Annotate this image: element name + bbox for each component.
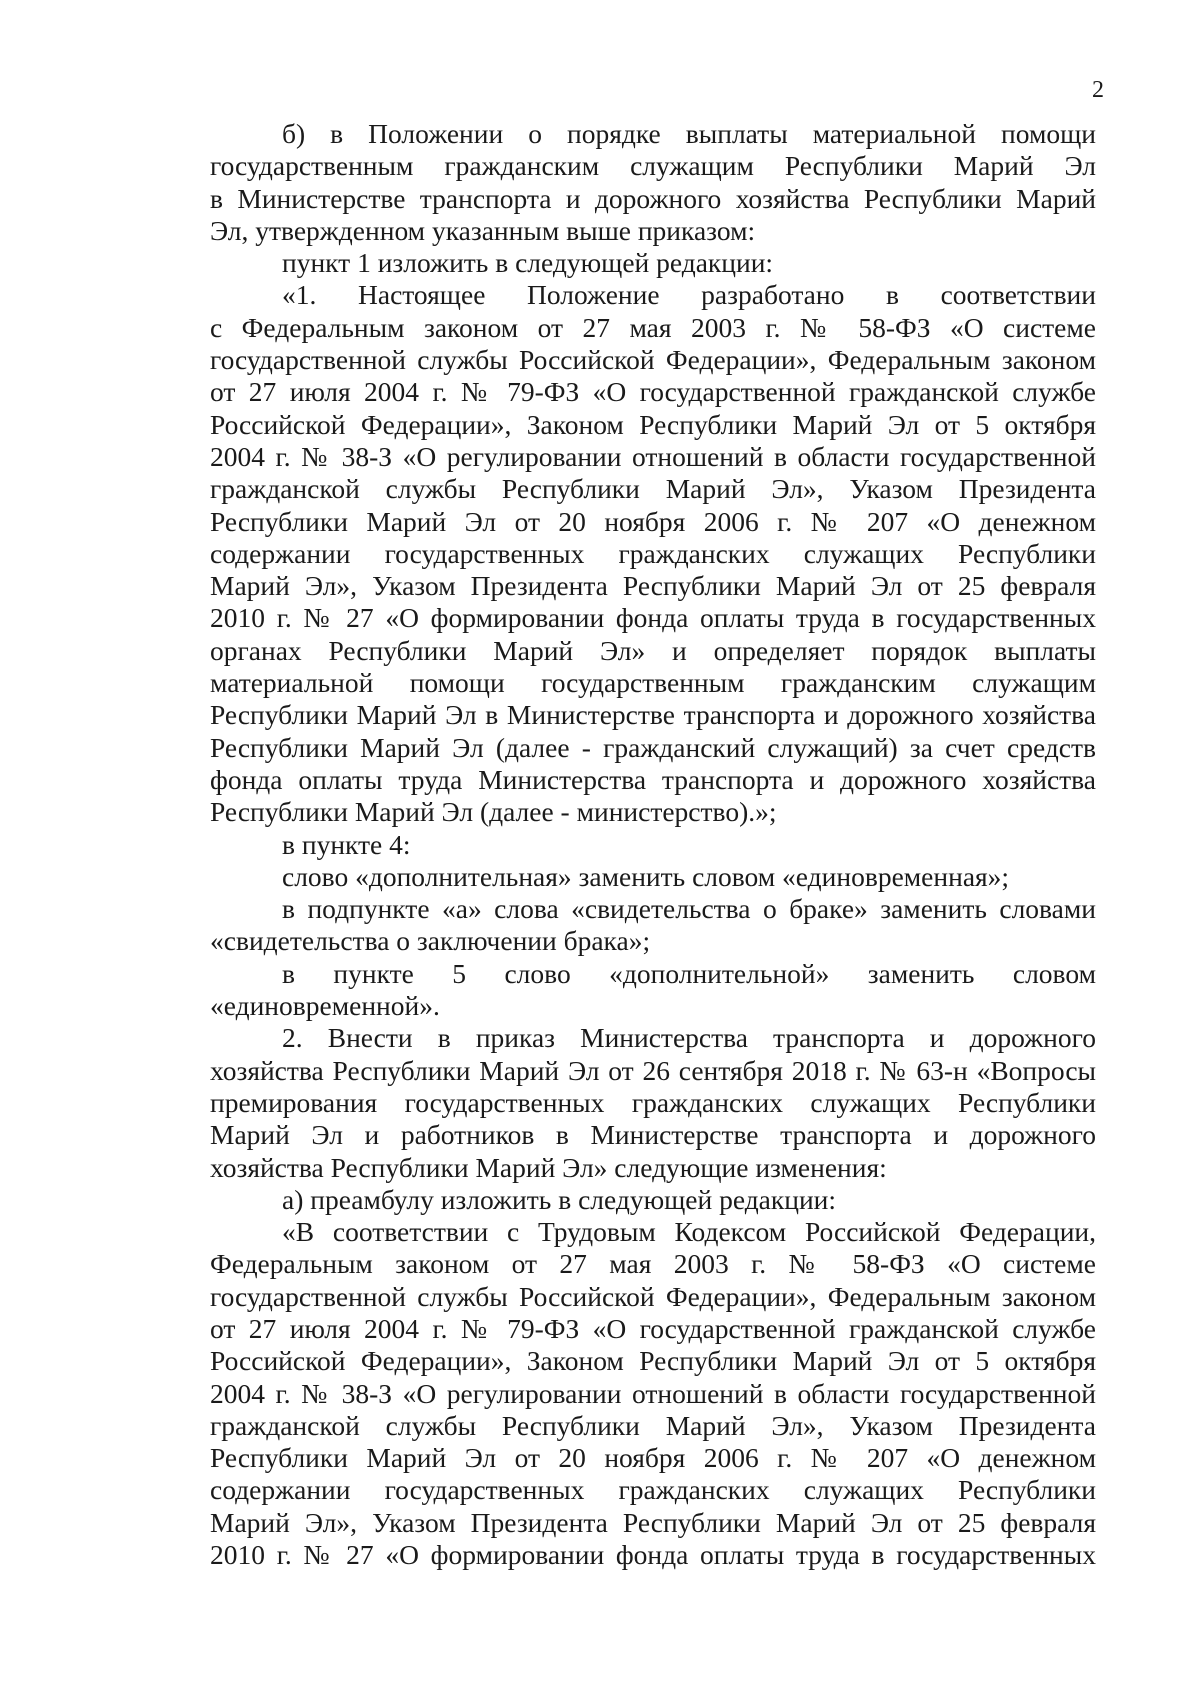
text-line: Марий Эл и работников в Министерстве транспорта и дорожного bbox=[210, 1119, 1096, 1151]
text-line: Марий Эл», Указом Президента Республики Марий Эл от 25 февраля bbox=[210, 570, 1096, 602]
text-line: хозяйства Республики Марий Эл» следующие изменения: bbox=[210, 1151, 887, 1183]
text-line: Российской Федерации», Законом Республики Марий Эл от 5 октября bbox=[210, 408, 1096, 440]
text-line: в Министерстве транспорта и дорожного хозяйства Республики Марий bbox=[210, 182, 1096, 214]
text-line: «единовременной». bbox=[210, 990, 440, 1022]
text-line: 2. Внести в приказ Министерства транспорта и дорожного bbox=[282, 1022, 1096, 1054]
text-line: пункт 1 изложить в следующей редакции: bbox=[282, 247, 774, 279]
text-line: б) в Положении о порядке выплаты материальной помощи bbox=[282, 118, 1096, 149]
text-line: а) преамбулу изложить в следующей редакции: bbox=[282, 1183, 837, 1215]
page-number: 2 bbox=[1092, 77, 1104, 103]
text-line: в пункте 4: bbox=[282, 828, 411, 860]
text-line: фонда оплаты труда Министерства транспорта и дорожного хозяйства bbox=[210, 763, 1096, 795]
text-line: 2004 г. № 38-З «О регулировании отношений в области государственной bbox=[210, 440, 1096, 472]
text-line: в пункте 5 слово «дополнительной» заменить словом bbox=[282, 957, 1096, 989]
text-line: Республики Марий Эл от 20 ноября 2006 г. № 207 «О денежном bbox=[210, 505, 1096, 537]
text-line: материальной помощи государственным гражданским служащим bbox=[210, 667, 1096, 699]
text-line: от 27 июля 2004 г. № 79-ФЗ «О государственной гражданской службе bbox=[210, 1312, 1096, 1344]
text-line: Республики Марий Эл в Министерстве транспорта и дорожного хозяйства bbox=[210, 699, 1096, 731]
text-line: Марий Эл», Указом Президента Республики Марий Эл от 25 февраля bbox=[210, 1506, 1096, 1538]
text-line: Республики Марий Эл (далее - министерство).»; bbox=[210, 796, 777, 828]
text-line: содержании государственных гражданских служащих Республики bbox=[210, 537, 1096, 569]
text-line: Эл, утвержденном указанным выше приказом: bbox=[210, 214, 756, 246]
text-line: слово «дополнительная» заменить словом «единовременная»; bbox=[282, 860, 1010, 892]
text-line: 2004 г. № 38-З «О регулировании отношений в области государственной bbox=[210, 1377, 1096, 1409]
text-line: с Федеральным законом от 27 мая 2003 г. № 58-ФЗ «О системе bbox=[210, 311, 1096, 343]
text-line: органах Республики Марий Эл» и определяет порядок выплаты bbox=[210, 634, 1096, 666]
text-line: государственным гражданским служащим Республики Марий Эл bbox=[210, 150, 1096, 182]
text-line: государственной службы Российской Федерации», Федеральным законом bbox=[210, 344, 1096, 376]
text-line: 2010 г. № 27 «О формировании фонда оплаты труда в государственных bbox=[210, 602, 1096, 634]
text-line: государственной службы Российской Федерации», Федеральным законом bbox=[210, 1280, 1096, 1312]
text-line: Российской Федерации», Законом Республики Марий Эл от 5 октября bbox=[210, 1345, 1096, 1377]
text-line: «В соответствии с Трудовым Кодексом Российской Федерации, bbox=[282, 1216, 1096, 1248]
text-line: Республики Марий Эл от 20 ноября 2006 г. № 207 «О денежном bbox=[210, 1442, 1096, 1474]
text-line: гражданской службы Республики Марий Эл», Указом Президента bbox=[210, 1409, 1096, 1441]
text-line: от 27 июля 2004 г. № 79-ФЗ «О государственной гражданской службе bbox=[210, 376, 1096, 408]
text-line: Федеральным законом от 27 мая 2003 г. № 58-ФЗ «О системе bbox=[210, 1248, 1096, 1280]
document-body bbox=[210, 118, 1096, 1571]
text-line: 2010 г. № 27 «О формировании фонда оплаты труда в государственных bbox=[210, 1539, 1096, 1571]
text-line: «1. Настоящее Положение разработано в соответствии bbox=[282, 279, 1096, 311]
text-line: хозяйства Республики Марий Эл от 26 сентября 2018 г. № 63-н «Вопросы bbox=[210, 1054, 1096, 1086]
text-line: «свидетельства о заключении брака»; bbox=[210, 925, 651, 957]
text-line: в подпункте «а» слова «свидетельства о браке» заменить словами bbox=[282, 893, 1096, 925]
text-line: премирования государственных гражданских служащих Республики bbox=[210, 1086, 1096, 1118]
text-line: содержании государственных гражданских служащих Республики bbox=[210, 1474, 1096, 1506]
text-line: гражданской службы Республики Марий Эл», Указом Президента bbox=[210, 473, 1096, 505]
text-line: Республики Марий Эл (далее - гражданский служащий) за счет средств bbox=[210, 731, 1096, 763]
